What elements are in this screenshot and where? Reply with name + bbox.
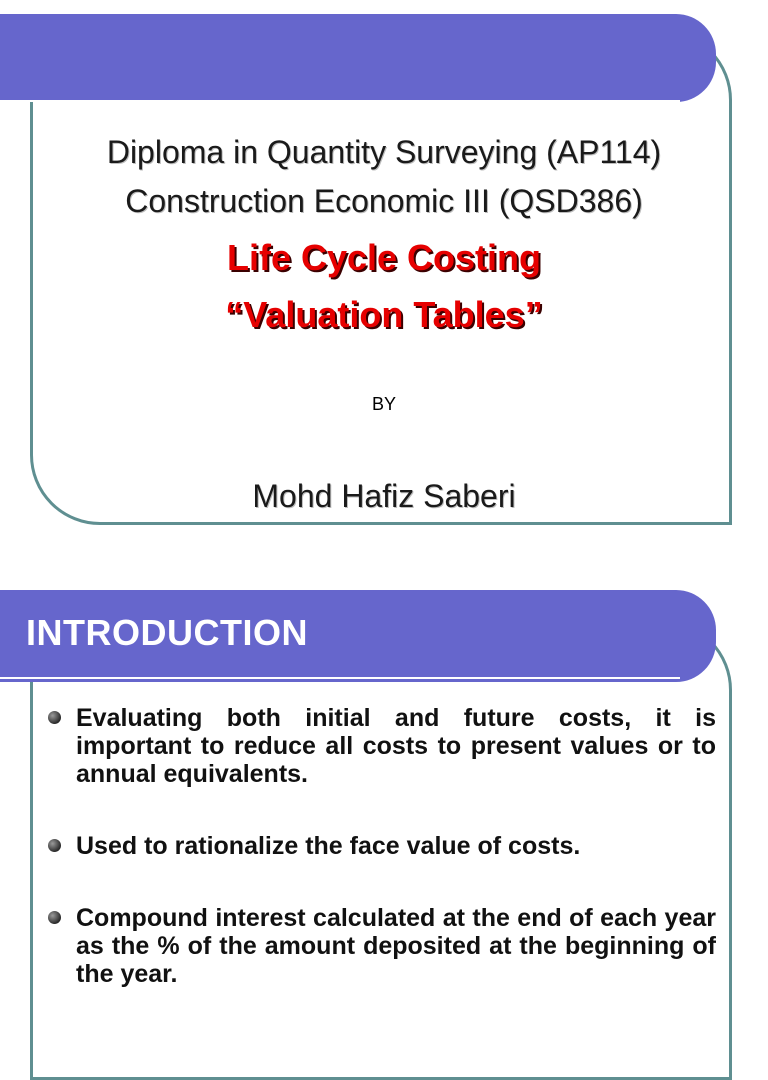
slide-subtitle: “Valuation Tables” — [225, 294, 543, 335]
title-banner — [0, 14, 716, 102]
section-heading: INTRODUCTION — [26, 612, 308, 653]
slide-title: Life Cycle Costing — [226, 237, 542, 278]
bullet-icon — [48, 839, 61, 852]
bullet-text: Compound interest calculated at the end of each year as the % of the amount deposited at the beginning of the year. — [76, 904, 716, 988]
bullet-text: Used to rationalize the face value of costs. — [76, 832, 581, 860]
bullet-icon — [48, 711, 61, 724]
course-subject: Construction Economic III (QSD386) — [125, 183, 643, 219]
banner-divider — [0, 100, 680, 102]
bullet-list — [46, 704, 716, 1032]
by-label: BY — [371, 394, 396, 414]
list-item — [46, 704, 716, 788]
bullet-icon — [48, 911, 61, 924]
list-item — [46, 904, 716, 988]
author-name: Mohd Hafiz Saberi — [252, 478, 516, 514]
bullet-text: Evaluating both initial and future costs, it is important to reduce all costs to present values or to annual equivalents. — [76, 704, 716, 788]
banner-divider — [0, 677, 680, 679]
course-diploma: Diploma in Quantity Surveying (AP114) — [106, 134, 662, 170]
list-item — [46, 832, 716, 860]
introduction-slide — [0, 580, 768, 1024]
